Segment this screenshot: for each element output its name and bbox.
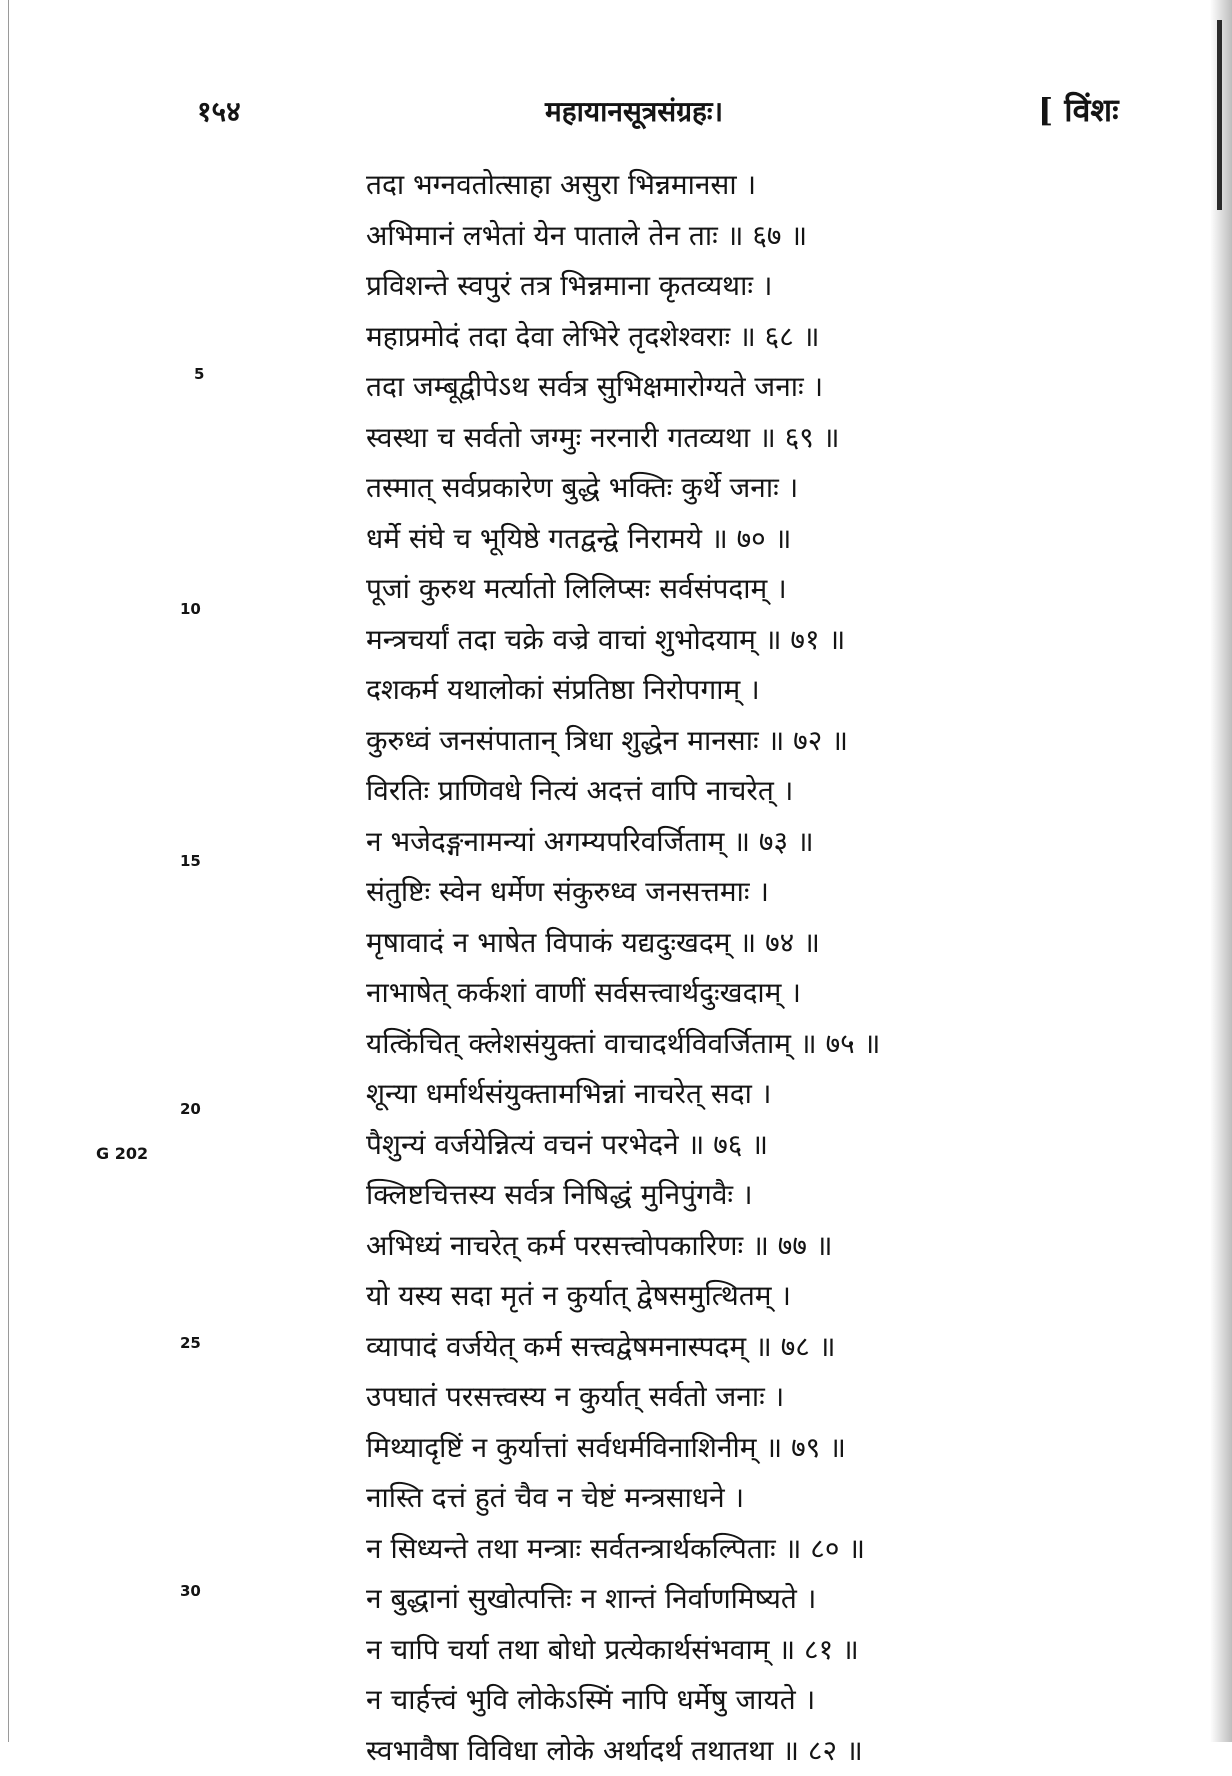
verse-line: शून्या धर्मार्थसंयुक्तामभिन्नां नाचरेत् सदा । [366, 1069, 986, 1120]
verse-line: तस्मात् सर्वप्रकारेण बुद्धे भक्तिः कुर्थे जनाः । [366, 463, 986, 514]
verse-line: दशकर्म यथालोकां संप्रतिष्ठा निरोपगाम् । [366, 665, 986, 716]
verse-line: प्रविशन्ते स्वपुरं तत्र भिन्नमाना कृतव्यथाः । [366, 261, 986, 312]
line-number-15: 15 [180, 852, 201, 870]
verse-line: तदा जम्बूद्वीपेऽथ सर्वत्र सुभिक्षमारोग्यते जनाः । [366, 362, 986, 413]
running-title: महायानसूत्रसंग्रहः। [545, 92, 723, 130]
verse-line: अभिमानं लभेतां येन पाताले तेन ताः ॥ ६७ ॥ [366, 211, 986, 262]
verse-line: संतुष्टिः स्वेन धर्मेण संकुरुध्व जनसत्तमाः । [366, 867, 986, 918]
verse-line: स्वभावैषा विविधा लोके अर्थादर्थ तथातथा ॥ ८२ ॥ [366, 1726, 986, 1776]
right-page-edge [1210, 0, 1232, 1742]
margin-reference: G 202 [96, 1144, 148, 1163]
verse-line: क्लिष्टचित्तस्य सर्वत्र निषिद्धं मुनिपुंगवैः । [366, 1170, 986, 1221]
line-number-5: 5 [194, 365, 204, 383]
section-label: [ विंशः [1038, 88, 1119, 131]
verse-line: महाप्रमोदं तदा देवा लेभिरे तृदशेश्वराः ॥ ६८ ॥ [366, 312, 986, 363]
verse-line: न सिध्यन्ते तथा मन्त्राः सर्वतन्त्रार्थकल्पिताः ॥ ८० ॥ [366, 1524, 986, 1575]
verse-line: न भजेदङ्गनामन्यां अगम्यपरिवर्जिताम् ॥ ७३ ॥ [366, 817, 986, 868]
verse-line: मिथ्यादृष्टिं न कुर्यात्तां सर्वधर्मविनाशिनीम् ॥ ७९ ॥ [366, 1423, 986, 1474]
verse-line: अभिध्यं नाचरेत् कर्म परसत्त्वोपकारिणः ॥ ७७ ॥ [366, 1221, 986, 1272]
verse-line: पैशुन्यं वर्जयेन्नित्यं वचनं परभेदने ॥ ७६ ॥ [366, 1120, 986, 1171]
verse-line: मृषावादं न भाषेत विपाकं यद्यदुःखदम् ॥ ७४ ॥ [366, 918, 986, 969]
line-number-20: 20 [180, 1100, 201, 1118]
verse-line: न चापि चर्या तथा बोधो प्रत्येकार्थसंभवाम् ॥ ८१ ॥ [366, 1625, 986, 1676]
verse-line: न चार्हत्त्वं भुवि लोकेऽस्मिं नापि धर्मेषु जायते । [366, 1675, 986, 1726]
left-border-rule [8, 0, 9, 1742]
line-number-25: 25 [180, 1334, 201, 1352]
verse-line: कुरुध्वं जनसंपातान् त्रिधा शुद्धेन मानसाः ॥ ७२ ॥ [366, 716, 986, 767]
verse-line: यो यस्य सदा मृतं न कुर्यात् द्वेषसमुत्थितम् । [366, 1271, 986, 1322]
verse-line: यत्किंचित् क्लेशसंयुक्तां वाचादर्थविवर्जिताम् ॥ ७५ ॥ [366, 1019, 986, 1070]
verse-line: स्वस्था च सर्वतो जग्मुः नरनारी गतव्यथा ॥ ६९ ॥ [366, 413, 986, 464]
verse-line: नास्ति दत्तं हुतं चैव न चेष्टं मन्त्रसाधने । [366, 1473, 986, 1524]
binding-mark [1217, 20, 1222, 210]
verse-line: विरतिः प्राणिवधे नित्यं अदत्तं वापि नाचरेत् । [366, 766, 986, 817]
verse-line: व्यापादं वर्जयेत् कर्म सत्त्वद्वेषमनास्पदम् ॥ ७८ ॥ [366, 1322, 986, 1373]
verse-line: धर्मे संघे च भूयिष्ठे गतद्वन्द्वे निरामये ॥ ७० ॥ [366, 514, 986, 565]
verse-line: पूजां कुरुथ मर्त्यातो लिलिप्सः सर्वसंपदाम् । [366, 564, 986, 615]
verse-line: नाभाषेत् कर्कशां वाणीं सर्वसत्त्वार्थदुःखदाम् । [366, 968, 986, 1019]
verse-line: न बुद्धानां सुखोत्पत्तिः न शान्तं निर्वाणमिष्यते । [366, 1574, 986, 1625]
verse-line: उपघातं परसत्त्वस्य न कुर्यात् सर्वतो जनाः । [366, 1372, 986, 1423]
page-number: १५४ [197, 92, 241, 130]
line-number-30: 30 [180, 1582, 201, 1600]
verse-line: तदा भग्नवतोत्साहा असुरा भिन्नमानसा । [366, 160, 986, 211]
line-number-10: 10 [180, 600, 201, 618]
verse-line: मन्त्रचर्यां तदा चक्रे वज्रे वाचां शुभोदयाम् ॥ ७१ ॥ [366, 615, 986, 666]
verse-block [366, 160, 986, 1776]
